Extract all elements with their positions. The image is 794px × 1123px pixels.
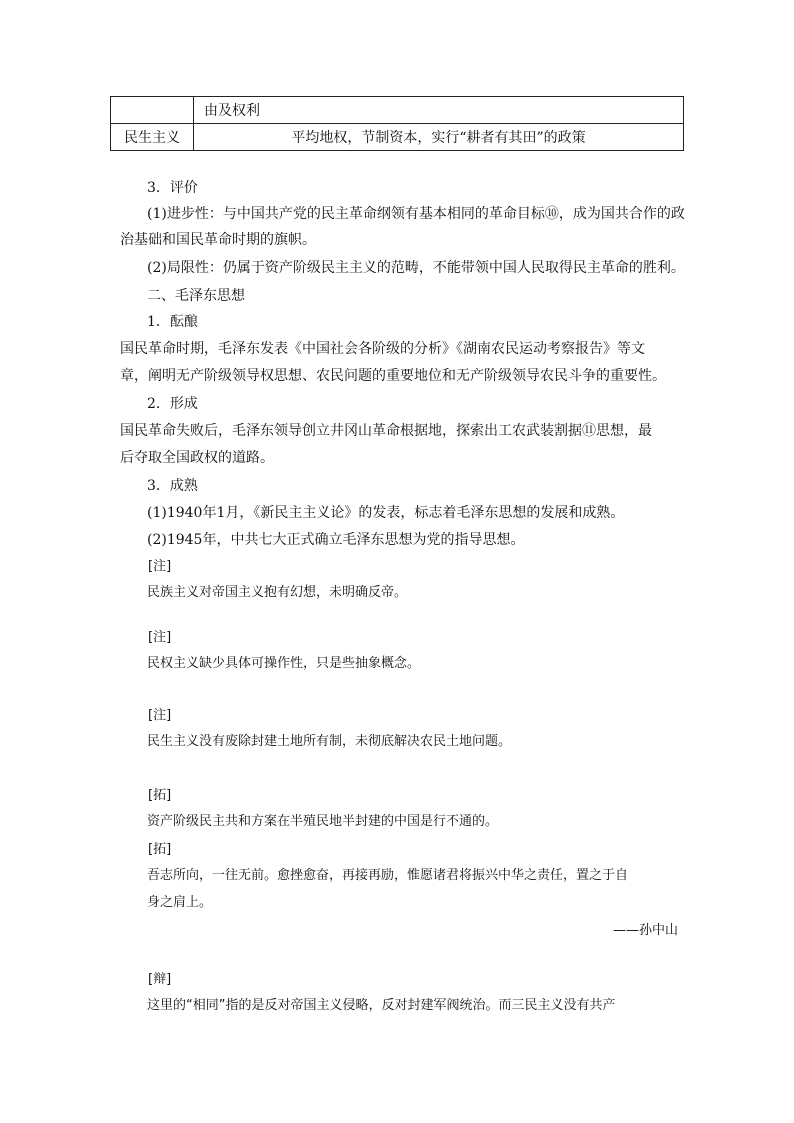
quote-author: ——孙中山 — [612, 923, 678, 938]
section-heading: 3．成熟 — [147, 478, 198, 494]
paragraph-line: (2)1945年，中共七大正式确立毛泽东思想为党的指导思想。 — [147, 532, 525, 548]
note-tag: [注] — [148, 630, 172, 645]
table-row — [111, 124, 684, 151]
section-heading: 2．形成 — [147, 396, 198, 412]
note-tag: [辩] — [148, 972, 172, 987]
paragraph-line: 章，阐明无产阶级领导权思想、农民问题的重要地位和无产阶级领导农民斗争的重要性。 — [120, 368, 666, 384]
note-text: 民族主义对帝国主义抱有幻想，未明确反帝。 — [147, 585, 408, 600]
note-text: 这里的“相同”指的是反对帝国主义侵略，反对封建军阀统治。而三民主义没有共产 — [147, 998, 616, 1013]
paragraph-line: (1)进步性：与中国共产党的民主革命纲领有基本相同的革命目标⑩，成为国共合作的政 — [147, 206, 685, 222]
note-text: 民生主义没有废除封建土地所有制，未彻底解决农民土地问题。 — [147, 734, 512, 749]
paragraph-line: (2)局限性：仍属于资产阶级民主主义的范畴，不能带领中国人民取得民主革命的胜利。 — [147, 260, 685, 276]
quote-text: 吾志所向，一往无前。愈挫愈奋，再接再励，惟愿诸君将振兴中华之责任，置之于自 — [147, 868, 629, 883]
note-text: 民权主义缺少具体可操作性，只是些抽象概念。 — [147, 656, 421, 671]
table-cell-label: 民生主义 — [111, 124, 194, 151]
paragraph-line: 国民革命时期，毛泽东发表《中国社会各阶级的分析》《湖南农民运动考察报告》等文 — [120, 341, 645, 357]
table-cell-content: 平均地权，节制资本，实行“耕者有其田”的政策 — [194, 124, 684, 151]
paragraph-line: (1)1940年1月，《新民主主义论》的发表，标志着毛泽东思想的发展和成熟。 — [147, 505, 625, 521]
principles-table — [110, 96, 684, 151]
section-heading: 3．评价 — [147, 180, 198, 196]
quote-text: 身之肩上。 — [147, 895, 213, 910]
paragraph-line: 后夺取全国政权的道路。 — [120, 450, 274, 466]
paragraph-line: 国民革命失败后，毛泽东领导创立井冈山革命根据地，探索出工农武装割据⑪思想，最 — [120, 423, 652, 439]
note-tag: [拓] — [148, 842, 172, 857]
note-text: 资产阶级民主共和方案在半殖民地半封建的中国是行不通的。 — [147, 814, 499, 829]
table-row — [111, 97, 684, 124]
section-heading: 1．酝酿 — [147, 314, 198, 330]
note-tag: [注] — [148, 559, 172, 574]
section-heading: 二、毛泽东思想 — [147, 288, 245, 304]
table-cell-content: 由及权利 — [194, 97, 684, 124]
note-tag: [注] — [148, 708, 172, 723]
paragraph-line: 治基础和国民革命时期的旗帜。 — [120, 232, 316, 248]
note-tag: [拓] — [148, 788, 172, 803]
table-cell-label — [111, 97, 194, 124]
